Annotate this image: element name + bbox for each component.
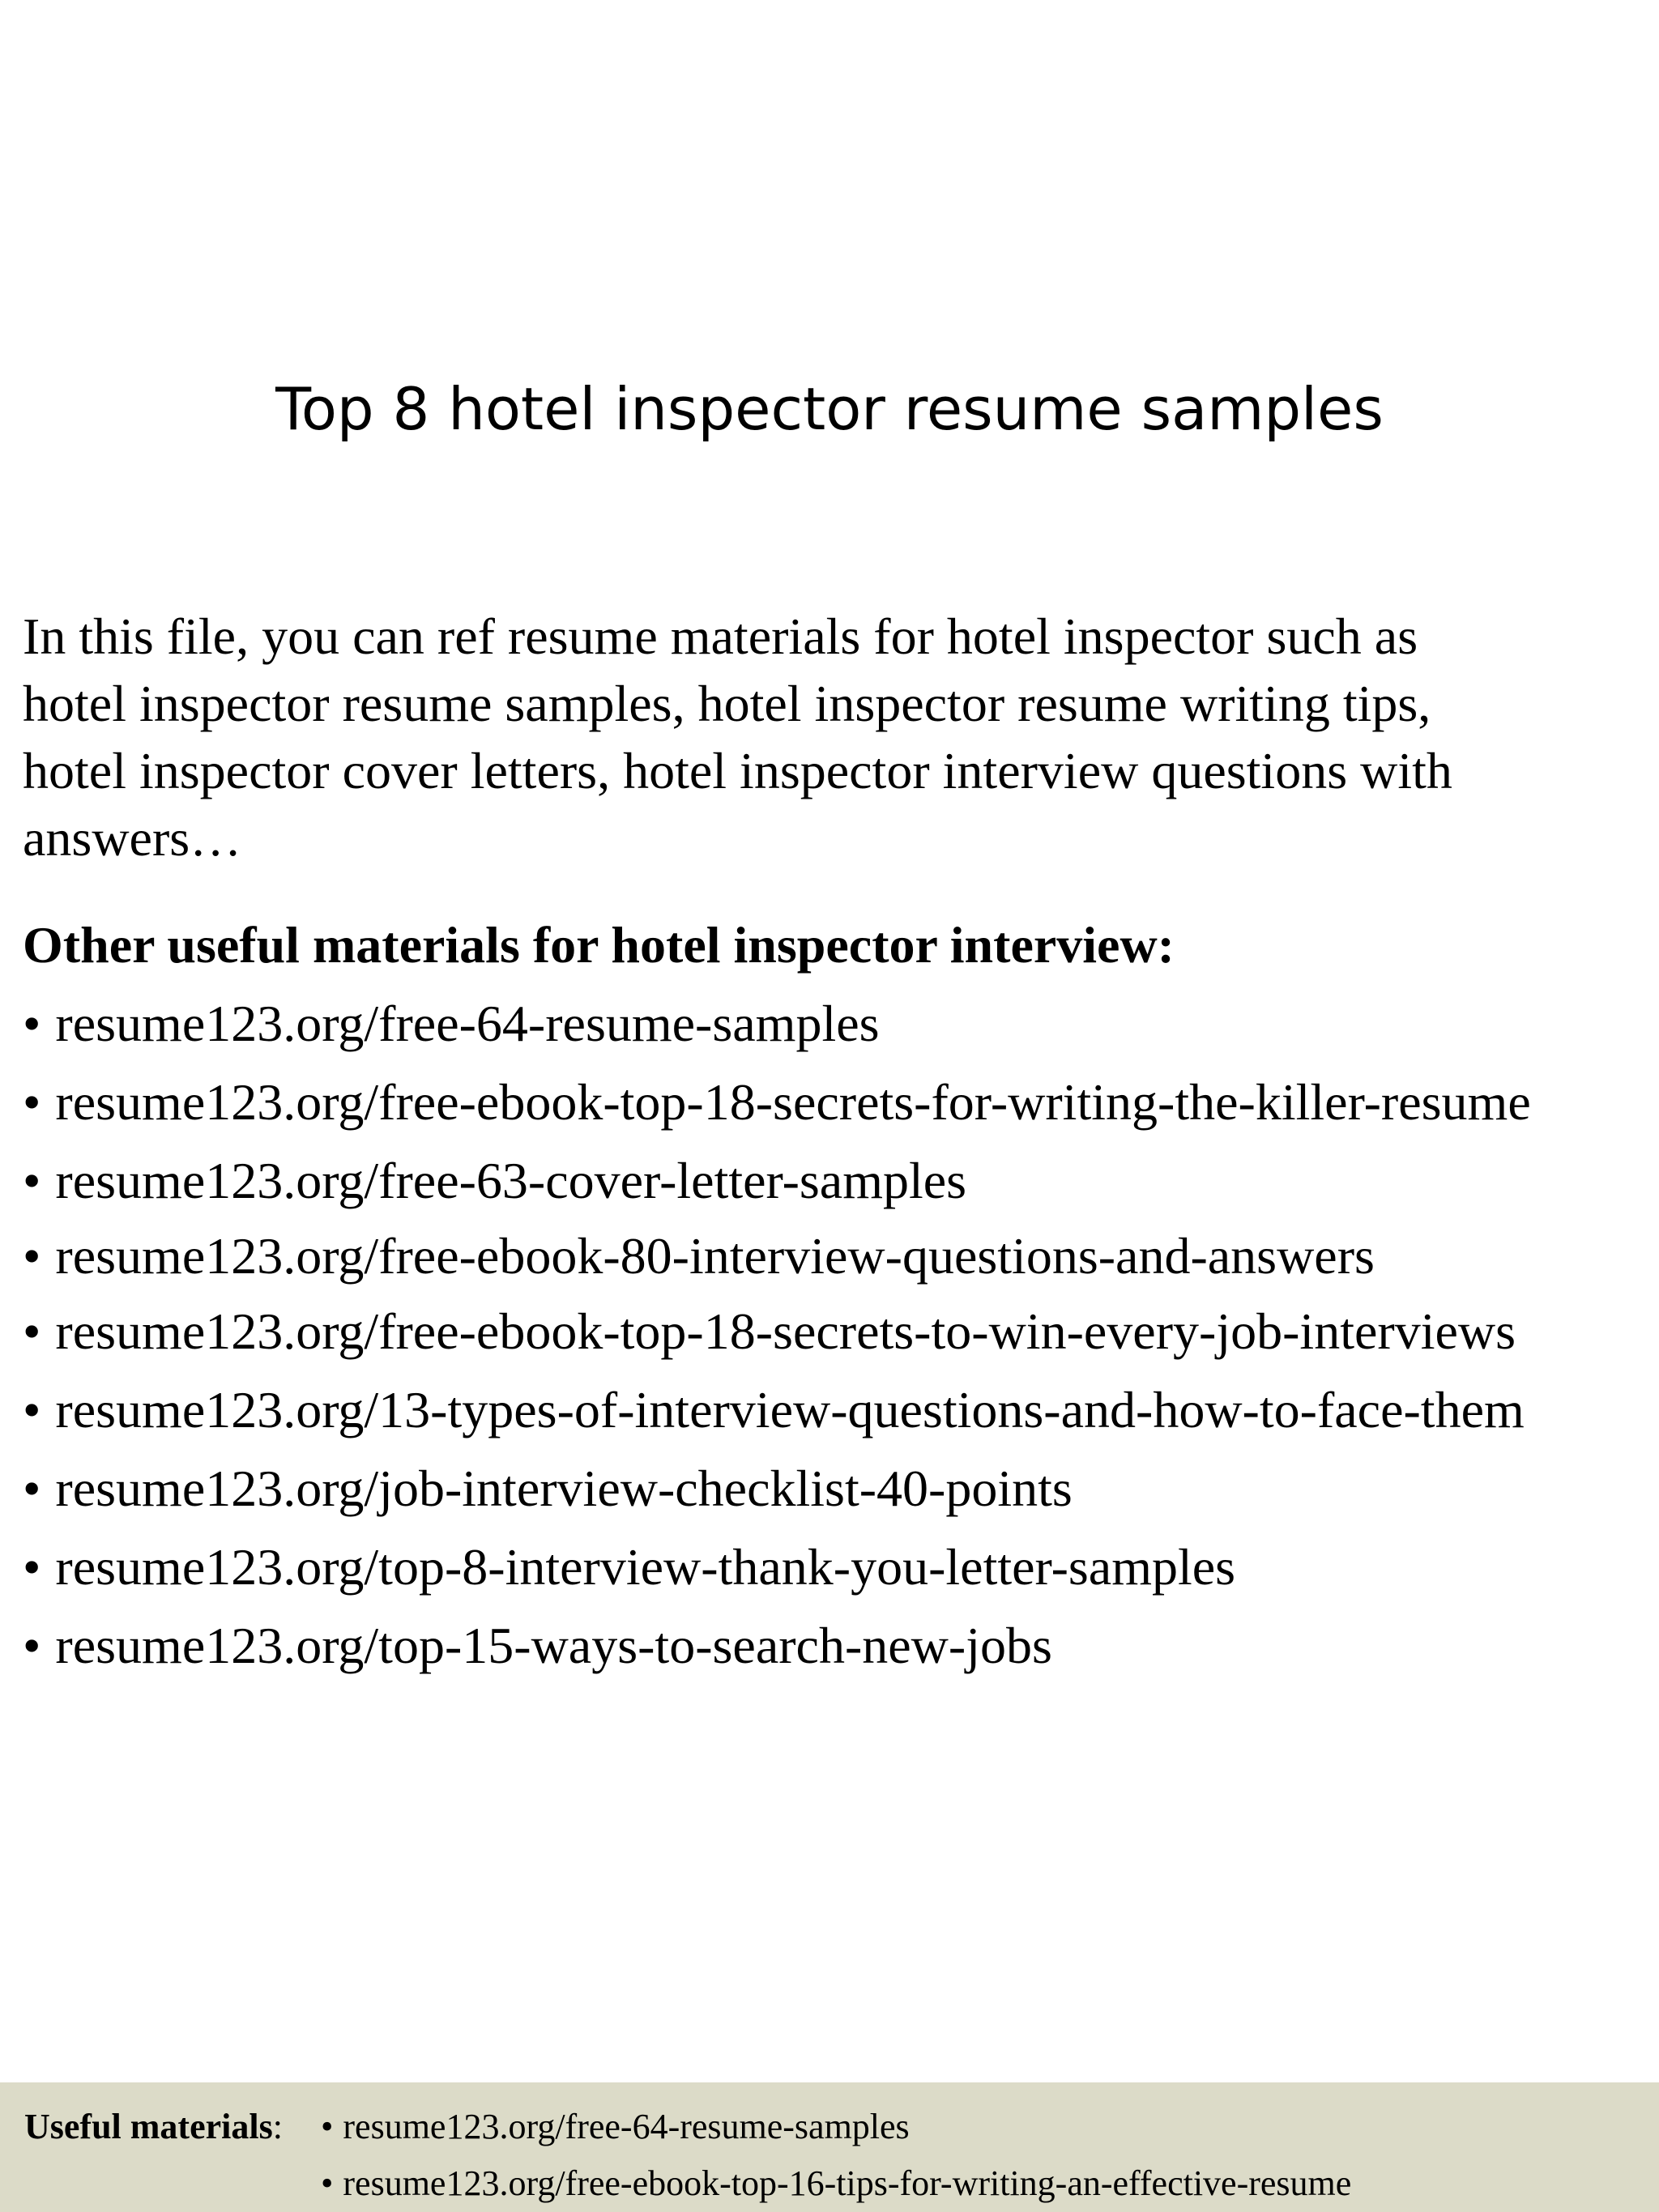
footer-link-list <box>321 2099 1351 2212</box>
intro-line: hotel inspector resume samples, hotel inspector resume writing tips, <box>23 675 1431 732</box>
materials-link-list <box>23 987 1531 1688</box>
bullet-icon: • <box>23 1302 41 1360</box>
materials-list-item <box>23 1452 1531 1531</box>
bullet-icon: • <box>23 1460 41 1517</box>
bullet-icon: • <box>23 1073 41 1131</box>
materials-list-item <box>23 1531 1531 1609</box>
footer-label-text: Useful materials <box>24 2107 273 2146</box>
materials-list-item <box>23 987 1531 1066</box>
materials-heading: Other useful materials for hotel inspector interview: <box>23 916 1175 974</box>
bullet-icon: • <box>321 2107 334 2146</box>
materials-link[interactable]: resume123.org/free-ebook-top-18-secrets-for-writing-the-killer-resume <box>55 1073 1531 1131</box>
bullet-icon: • <box>23 1227 41 1285</box>
footer-list-item <box>321 2155 1351 2212</box>
footer-label <box>24 2099 283 2155</box>
footer-link[interactable]: resume123.org/free-ebook-top-16-tips-for-writing-an-effective-resume <box>343 2163 1352 2203</box>
materials-link[interactable]: resume123.org/13-types-of-interview-questions-and-how-to-face-them <box>55 1381 1525 1438</box>
materials-list-item <box>23 1374 1531 1452</box>
bullet-icon: • <box>23 1152 41 1209</box>
materials-link[interactable]: resume123.org/free-64-resume-samples <box>55 995 880 1052</box>
page-title: Top 8 hotel inspector resume samples <box>275 375 1384 443</box>
materials-link[interactable]: resume123.org/free-63-cover-letter-samples <box>55 1152 967 1209</box>
footer-bar <box>0 2082 1659 2212</box>
materials-link[interactable]: resume123.org/top-8-interview-thank-you-letter-samples <box>55 1538 1236 1596</box>
footer-label-colon: : <box>272 2107 283 2146</box>
materials-list-item <box>23 1220 1531 1295</box>
intro-paragraph <box>23 603 1635 872</box>
materials-link[interactable]: resume123.org/free-ebook-top-18-secrets-to-win-every-job-interviews <box>55 1302 1516 1360</box>
bullet-icon: • <box>23 995 41 1052</box>
footer-link[interactable]: resume123.org/free-64-resume-samples <box>343 2107 910 2146</box>
materials-list-item <box>23 1066 1531 1144</box>
materials-list-item <box>23 1295 1531 1374</box>
materials-list-item <box>23 1144 1531 1220</box>
intro-line: answers… <box>23 809 242 867</box>
intro-line: hotel inspector cover letters, hotel inspector interview questions with <box>23 742 1452 799</box>
materials-link[interactable]: resume123.org/top-15-ways-to-search-new-jobs <box>55 1617 1052 1674</box>
bullet-icon: • <box>23 1381 41 1438</box>
footer-list-item <box>321 2099 1351 2155</box>
bullet-icon: • <box>23 1538 41 1596</box>
bullet-icon: • <box>23 1617 41 1674</box>
materials-list-item <box>23 1609 1531 1688</box>
materials-link[interactable]: resume123.org/job-interview-checklist-40-points <box>55 1460 1073 1517</box>
materials-link[interactable]: resume123.org/free-ebook-80-interview-questions-and-answers <box>55 1227 1375 1285</box>
bullet-icon: • <box>321 2163 334 2203</box>
intro-line: In this file, you can ref resume materials for hotel inspector such as <box>23 607 1418 665</box>
